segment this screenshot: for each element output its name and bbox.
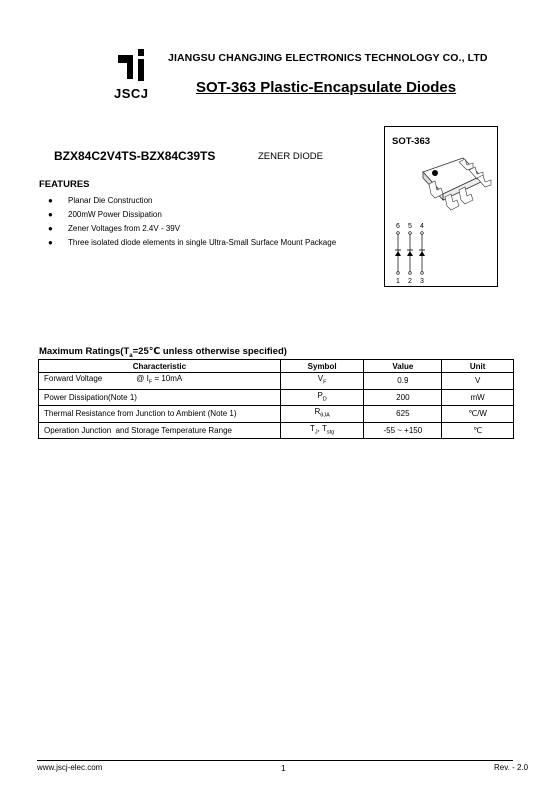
bullet-icon: ●: [48, 209, 53, 219]
feature-item: ● Three isolated diode elements in single Ultra-Small Surface Mount Package: [48, 237, 337, 247]
pin-label: 2: [408, 278, 412, 285]
value-cell: 0.9: [364, 373, 442, 390]
pin-label: 1: [396, 278, 400, 285]
characteristic-cell: Power Dissipation(Note 1): [39, 389, 281, 406]
unit-cell: mW: [442, 389, 514, 406]
bullet-icon: ●: [48, 237, 53, 247]
part-type: ZENER DIODE: [258, 151, 323, 162]
feature-item: ● 200mW Power Dissipation: [48, 209, 162, 219]
column-header: Value: [364, 360, 442, 373]
value-cell: -55 ~ +150: [364, 422, 442, 439]
feature-item: ● Planar Die Construction: [48, 195, 153, 205]
table-row: [39, 422, 514, 439]
bullet-icon: ●: [48, 223, 53, 233]
logo-text: JSCJ: [114, 86, 149, 101]
value-cell: 625: [364, 406, 442, 423]
pin-label: 3: [420, 278, 424, 285]
column-header: Unit: [442, 360, 514, 373]
symbol-cell: $T_J$, $T_{stg}$: [280, 422, 364, 439]
value-cell: 200: [364, 389, 442, 406]
zener-diode-icon: [407, 232, 413, 275]
ratings-table: [38, 359, 514, 439]
unit-cell: ℃/W: [442, 406, 514, 423]
table-header-row: [39, 360, 514, 373]
table-row: [39, 389, 514, 406]
column-header: Symbol: [280, 360, 364, 373]
symbol-cell: $V_F$: [280, 373, 364, 390]
company-name: JIANGSU CHANGJING ELECTRONICS TECHNOLOGY CO., LTD: [168, 52, 488, 64]
footer-website-link[interactable]: www.jscj-elec.com: [37, 763, 103, 772]
symbol-cell: $P_D$: [280, 389, 364, 406]
characteristic-cell: Thermal Resistance from Junction to Ambient (Note 1): [39, 406, 281, 423]
revision-label: Rev. - 2.0: [494, 763, 529, 772]
pin-label: 4: [420, 223, 424, 230]
zener-diode-icon: [419, 232, 425, 275]
footer-divider: [37, 760, 513, 761]
symbol-cell: $R_{\theta JA}$: [280, 406, 364, 423]
feature-item: ● Zener Voltages from 2.4V - 39V: [48, 223, 181, 233]
characteristic-cell: Forward Voltage @ $I_F = 10mA$: [39, 373, 281, 390]
features-list: [48, 193, 336, 249]
features-heading: FEATURES: [39, 179, 90, 190]
table-row: [39, 373, 514, 390]
document-title: SOT-363 Plastic-Encapsulate Diodes: [196, 79, 457, 96]
package-label: SOT-363: [392, 136, 431, 147]
package-outline-icon: [415, 150, 495, 216]
ratings-heading: Maximum $Ratings(T_a=25℃$ unless otherwise specified): [39, 346, 287, 359]
pinout-schematic: [392, 220, 442, 286]
page-number: 1: [281, 763, 286, 773]
bullet-icon: ●: [48, 195, 53, 205]
pin-label: 6: [396, 223, 400, 230]
characteristic-cell: Operation Junction and Storage Temperature Range: [39, 422, 281, 439]
pin-label: 5: [408, 223, 412, 230]
zener-diode-icon: [395, 232, 401, 275]
column-header: Characteristic: [39, 360, 281, 373]
unit-cell: ℃: [442, 422, 514, 439]
table-row: [39, 406, 514, 423]
part-number: BZX84C2V4TS-BZX84C39TS: [54, 149, 216, 163]
unit-cell: V: [442, 373, 514, 390]
